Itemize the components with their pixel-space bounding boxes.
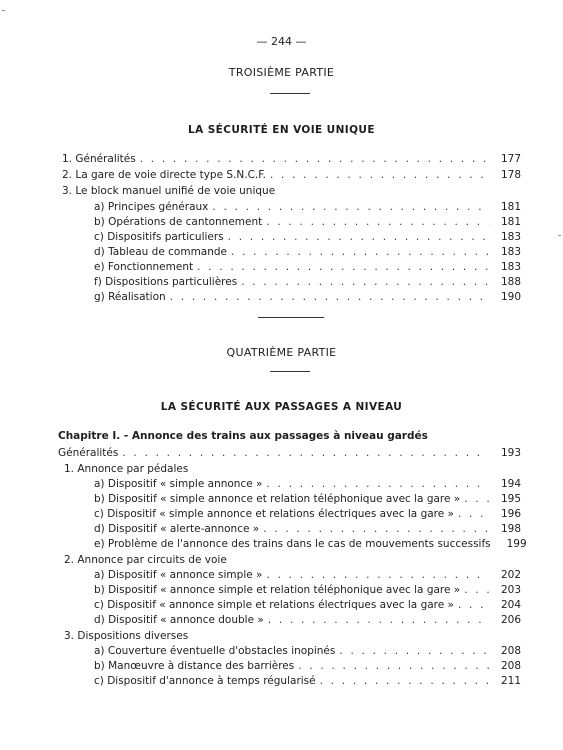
toc-entry-page: 190: [500, 291, 521, 303]
toc-entry-label: g) Réalisation: [94, 291, 166, 303]
leader-dots: [122, 447, 489, 459]
toc-entry-page: 198: [500, 523, 521, 535]
section-divider: [258, 317, 324, 318]
toc-entry: [62, 153, 521, 169]
toc-entry: [94, 538, 527, 554]
toc-entry-label: b) Manœuvre à distance des barrières: [94, 660, 295, 672]
scan-mark: [558, 235, 561, 236]
toc-entry: [94, 660, 521, 676]
toc-entry: [64, 554, 521, 570]
toc-entry-page: 211: [500, 675, 521, 687]
toc-entry-page: 206: [500, 614, 521, 626]
toc-entry-page: 183: [500, 261, 521, 273]
toc-entry-label: f) Dispositions particulières: [94, 276, 238, 288]
toc-entry: [94, 201, 521, 217]
toc-entry: [94, 569, 521, 585]
toc-entry-page: 193: [500, 447, 521, 459]
toc-entry-label: a) Dispositif « simple annonce »: [94, 478, 263, 490]
leader-dots: [339, 645, 489, 657]
toc-entry: [58, 447, 521, 463]
toc-entry-page: 181: [500, 201, 521, 213]
section-heading: LA SÉCURITÉ AUX PASSAGES A NIVEAU: [160, 401, 403, 413]
toc-entry-page: 188: [500, 276, 521, 288]
toc-entry-label: a) Dispositif « annonce simple »: [94, 569, 263, 581]
toc-entry-label: d) Dispositif « annonce double »: [94, 614, 264, 626]
leader-dots: [140, 153, 489, 165]
leader-dots: [212, 201, 489, 213]
section-heading: LA SÉCURITÉ EN VOIE UNIQUE: [188, 124, 375, 136]
toc-entry-label: c) Dispositif d'annonce à temps régularisé: [94, 675, 316, 687]
toc-entry: [94, 478, 521, 494]
leader-dots: [266, 569, 489, 581]
toc-entry: [94, 584, 521, 600]
toc-entry: [94, 261, 521, 277]
toc-entry-page: 183: [500, 231, 521, 243]
part-title: TROISIÈME PARTIE: [228, 66, 335, 79]
divider: [270, 93, 310, 94]
toc-entry: [94, 276, 521, 292]
toc-entry-label: Généralités: [58, 447, 119, 459]
leader-dots: [266, 216, 489, 228]
leader-dots: [320, 675, 489, 687]
toc-entry-page: 202: [500, 569, 521, 581]
toc-entry-label: c) Dispositif « annonce simple et relations électriques avec la gare »: [94, 599, 454, 611]
toc-entry: [64, 630, 521, 646]
scan-mark: [2, 10, 5, 11]
leader-dots: [231, 246, 489, 258]
toc-entry-page: 183: [500, 246, 521, 258]
toc-entry-label: b) Dispositif « annonce simple et relation téléphonique avec la gare »: [94, 584, 461, 596]
toc-entry-label: e) Fonctionnement: [94, 261, 194, 273]
leader-dots: [464, 493, 489, 505]
toc-entry: [62, 169, 521, 185]
toc-entry-page: 208: [500, 645, 521, 657]
toc-entry-page: 181: [500, 216, 521, 228]
toc-entry-page: 203: [500, 584, 521, 596]
toc-entry: [94, 645, 521, 661]
toc-entry: [94, 675, 521, 691]
toc-entry-label: 2. Annonce par circuits de voie: [64, 554, 227, 566]
leader-dots: [464, 584, 489, 596]
toc-entry-label: 3. Le block manuel unifié de voie unique: [62, 185, 276, 197]
toc-entry: [62, 185, 521, 201]
toc-entry: [94, 493, 521, 509]
toc-entry-page: 196: [500, 508, 521, 520]
toc-entry-label: 3. Dispositions diverses: [64, 630, 189, 642]
toc-entry-label: d) Dispositif « alerte-annonce »: [94, 523, 260, 535]
toc-entry-label: c) Dispositifs particuliers: [94, 231, 224, 243]
toc-entry-label: e) Problème de l'annonce des trains dans le cas de mouvements successifs: [94, 538, 491, 550]
toc-entry-label: a) Couverture éventuelle d'obstacles inopinés: [94, 645, 336, 657]
toc-entry: [94, 291, 521, 307]
toc-entry-label: a) Principes généraux: [94, 201, 209, 213]
toc-entry: [94, 231, 521, 247]
toc-entry-label: b) Opérations de cantonnement: [94, 216, 263, 228]
toc-entry: [94, 246, 521, 262]
toc-entry: [94, 508, 521, 524]
leader-dots: [170, 291, 489, 303]
leader-dots: [197, 261, 489, 273]
part-title: QUATRIÈME PARTIE: [226, 346, 337, 359]
leader-dots: [458, 599, 489, 611]
leader-dots: [228, 231, 489, 243]
leader-dots: [263, 523, 489, 535]
toc-entry-page: 204: [500, 599, 521, 611]
leader-dots: [268, 614, 489, 626]
leader-dots: [241, 276, 489, 288]
toc-entry-page: 208: [500, 660, 521, 672]
leader-dots: [298, 660, 489, 672]
toc-entry-label: 1. Généralités: [62, 153, 136, 165]
toc-entry-label: d) Tableau de commande: [94, 246, 228, 258]
toc-entry-page: 178: [500, 169, 521, 181]
toc-entry-label: 1. Annonce par pédales: [64, 463, 189, 475]
toc-entry: [64, 463, 521, 479]
toc-entry-page: 177: [500, 153, 521, 165]
leader-dots: [270, 169, 489, 181]
toc-entry-page: 195: [500, 493, 521, 505]
toc-entry-label: b) Dispositif « simple annonce et relation téléphonique avec la gare »: [94, 493, 461, 505]
toc-entry: [94, 216, 521, 232]
toc-entry: [94, 599, 521, 615]
leader-dots: [266, 478, 489, 490]
toc-entry-page: 199: [506, 538, 527, 550]
toc-entry-label: c) Dispositif « simple annonce et relations électriques avec la gare »: [94, 508, 454, 520]
toc-entry-label: 2. La gare de voie directe type S.N.C.F.: [62, 169, 266, 181]
toc-entry-page: 194: [500, 478, 521, 490]
page-number: — 244 —: [256, 35, 307, 48]
leader-dots: [458, 508, 489, 520]
toc-entry: [94, 614, 521, 630]
chapter-title: Chapitre I. - Annonce des trains aux passages à niveau gardés: [58, 430, 428, 442]
divider: [270, 371, 310, 372]
toc-entry: [94, 523, 521, 539]
